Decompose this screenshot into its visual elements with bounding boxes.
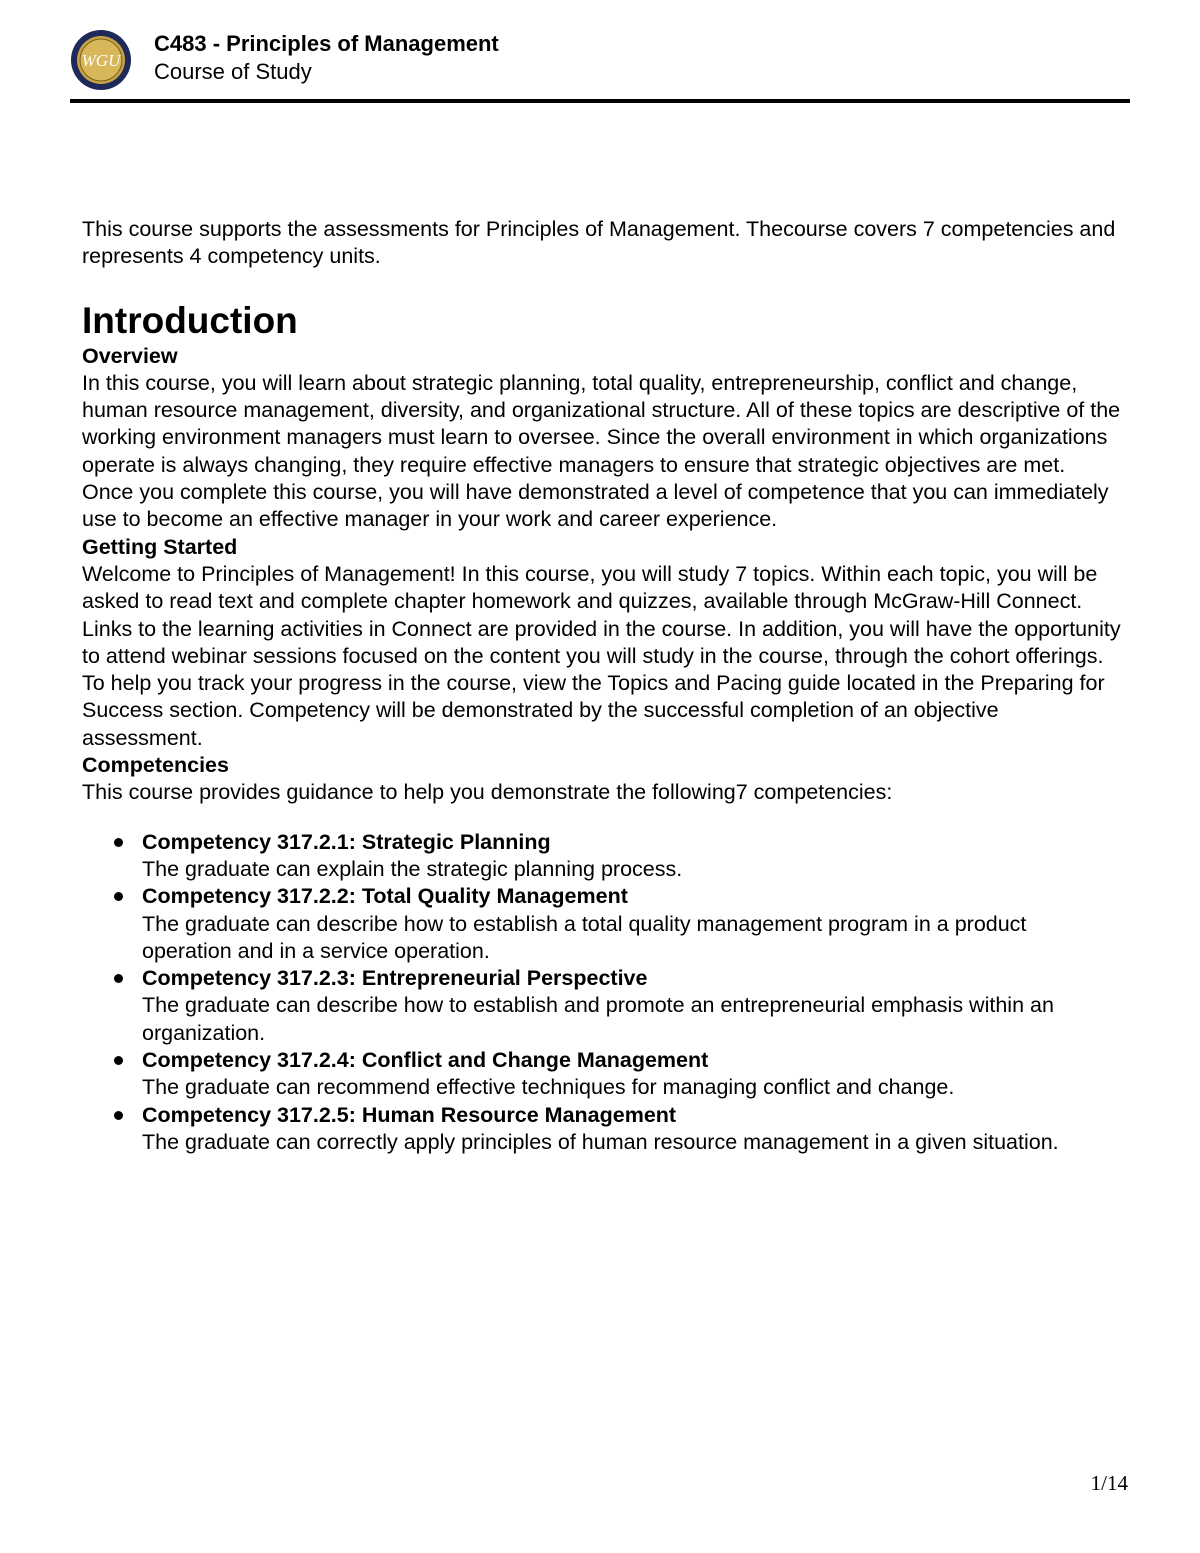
competency-description: The graduate can explain the strategic planning process. <box>142 856 683 881</box>
competencies-intro: This course provides guidance to help you demonstrate the following7 competencies: <box>82 780 893 805</box>
bullet-icon <box>114 838 123 847</box>
competency-title: Competency 317.2.4: Conflict and Change Management <box>142 1048 709 1073</box>
section-heading-introduction: Introduction <box>82 299 298 341</box>
list-item <box>82 1047 1122 1102</box>
bullet-icon <box>114 892 123 901</box>
competency-description: The graduate can describe how to establish and promote an entrepreneurial emphasis within an organization. <box>142 993 1054 1045</box>
wgu-seal-logo <box>70 29 132 91</box>
overview-text: In this course, you will learn about strategic planning, total quality, entrepreneurship, conflict and change, human resource management, diversity, and organizational structure. All of these topics are descriptive of the working environment managers must learn to oversee. Since the overall environment in which organizations operate is always changing, they require effective managers to ensure that strategic objectives are met. Once you complete this course, you will have demonstrated a level of competence that you can immediately use to become an effective manager in your work and career experience. <box>82 370 1121 532</box>
document-title: C483 - Principles of Management <box>154 31 499 56</box>
getting-started-text: Welcome to Principles of Management! In this course, you will study 7 topics. Within each topic, you will be asked to read text and complete chapter homework and quizzes, available through McGraw-Hill Connect. Links to the learning activities in Connect are provided in the course. In addition, you will have the opportunity to attend webinar sessions focused on the content you will study in the course, through the cohort offerings. To help you track your progress in the course, view the Topics and Pacing guide located in the Preparing for Success section. Competency will be demonstrated by the successful completion of an objective assessment. <box>82 561 1121 750</box>
list-item <box>82 829 1122 884</box>
competency-title: Competency 317.2.2: Total Quality Management <box>142 884 628 909</box>
course-summary: This course supports the assessments for Principles of Management. Thecourse covers 7 competencies and represents 4 competency units. <box>82 217 1116 269</box>
bullet-icon <box>114 974 123 983</box>
competency-title: Competency 317.2.1: Strategic Planning <box>142 829 551 854</box>
document-subtitle: Course of Study <box>154 59 312 84</box>
page-number: 1/14 <box>1090 1471 1128 1495</box>
bullet-icon <box>114 1056 123 1065</box>
competency-description: The graduate can correctly apply principles of human resource management in a given situation. <box>142 1129 1059 1154</box>
competency-list <box>82 829 1122 1157</box>
competency-title: Competency 317.2.3: Entrepreneurial Perspective <box>142 966 648 991</box>
bullet-icon <box>114 1111 123 1120</box>
list-item <box>82 965 1122 1047</box>
getting-started-heading: Getting Started <box>82 534 238 559</box>
document-body <box>82 216 1122 1156</box>
document-header <box>70 27 1130 103</box>
list-item <box>82 883 1122 965</box>
list-item <box>82 1102 1122 1157</box>
competencies-heading: Competencies <box>82 753 229 778</box>
competency-description: The graduate can describe how to establish a total quality management program in a product operation and in a service operation. <box>142 911 1027 963</box>
competency-description: The graduate can recommend effective techniques for managing conflict and change. <box>142 1075 955 1100</box>
competency-title: Competency 317.2.5: Human Resource Management <box>142 1102 677 1127</box>
overview-heading: Overview <box>82 343 178 368</box>
logo-text: WGU <box>81 51 121 70</box>
